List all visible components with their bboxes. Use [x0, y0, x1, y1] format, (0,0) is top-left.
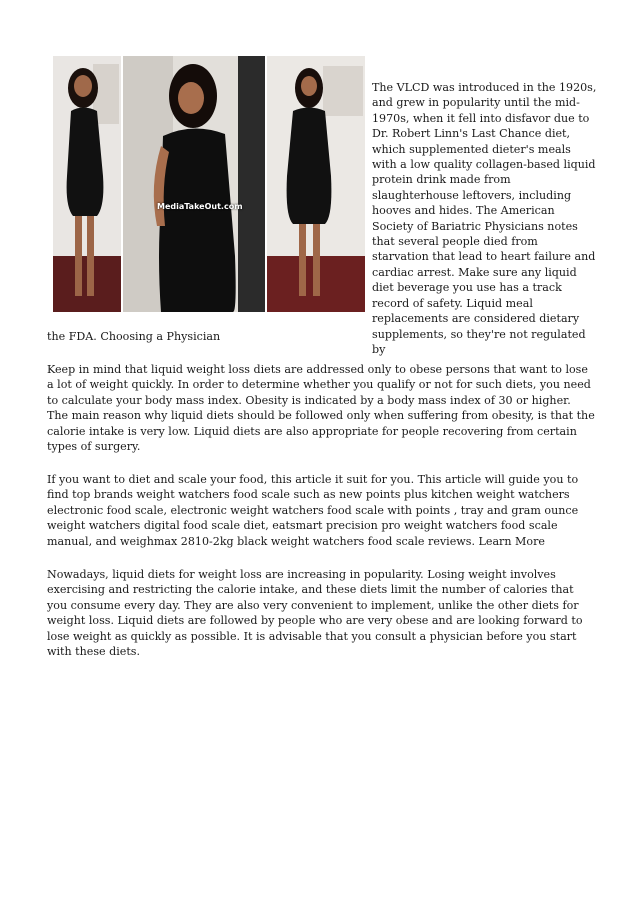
photo-collage — [53, 56, 365, 312]
image-watermark: MediaTakeOut.com — [157, 202, 243, 211]
paragraph-liquid-diets-popularity: Nowadays, liquid diets for weight loss are increasing in popularity. Losing weight involves exercising and restricting the calorie intake, and these diets limit the number of calories that you consume every day. They are also very convenient to implement, unlike the other diets for weight loss. Liquid diets are followed by people who are very obese and are looking forward to lose weight as quickly as possible. It is advisable that you consult a physician before you start with these diets. — [47, 568, 583, 659]
paragraph-liquid-diets-obesity: Keep in mind that liquid weight loss diets are addressed only to obese persons that want to lose a lot of weight quickly. In order to determine whether you qualify or not for such diets, you need to calculate your body mass index. Obesity is indicated by a body mass index of 30 or higher. The main reason why liquid diets should be followed only when suffering from obesity, is that the calorie intake is very low. Liquid diets are also appropriate for people recovering from certain types of surgery. — [47, 363, 595, 454]
article-photo — [53, 56, 365, 312]
paragraph-food-scale: If you want to diet and scale your food, this article it suit for you. This article will guide you to find top brands weight watchers food scale such as new points plus kitchen weight watchers electronic food scale, electronic weight watchers food scale with points , tray and gram ounce weight watchers digital food scale diet, eatsmart precision pro weight watchers food scale manual, and weighmax 2810-2kg black weight watchers food scale reviews. Learn More — [47, 473, 579, 548]
side-paragraph-continued: the FDA. Choosing a Physician — [47, 330, 221, 343]
side-paragraph: The VLCD was introduced in the 1920s, and grew in popularity until the mid-1970s, when it fell into disfavor due to Dr. Robert Linn's Last Chance diet, which supplemented dieter's meals with a low quality collagen-based liquid protein drink made from slaughterhouse leftovers, including hooves and hides. The American Society of Bariatric Physicians notes that several people died from starvation that lead to heart failure and cardiac arrest. Make sure any liquid diet beverage you use has a track record of safety. Liquid meal replacements are considered dietary supplements, so they're not regulated by — [372, 81, 597, 356]
